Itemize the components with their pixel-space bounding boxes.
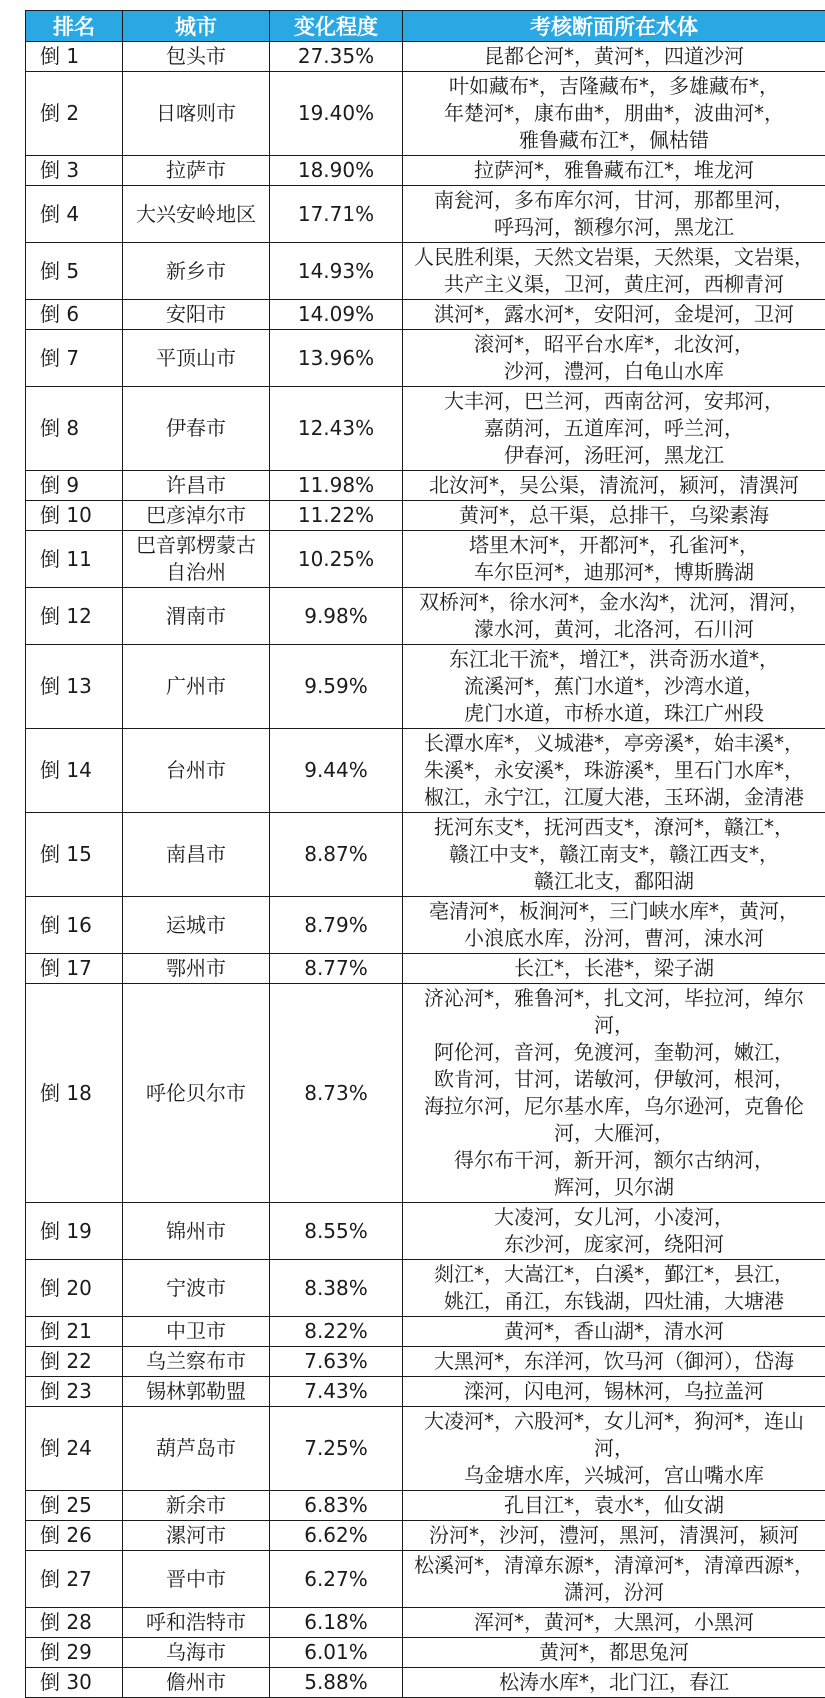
table-row (26, 588, 825, 645)
city-cell: 儋州市 (123, 1668, 270, 1698)
city-cell: 渭南市 (123, 588, 270, 645)
city-cell: 新余市 (123, 1491, 270, 1521)
water-body-cell: 东江北干流*，增江*，洪奇沥水道*， 流溪河*，蕉门水道*，沙湾水道， 虎门水道，市桥水道，珠江广州段 (403, 645, 825, 729)
table-body (26, 42, 825, 1698)
city-cell: 巴彦淖尔市 (123, 501, 270, 531)
table-row (26, 300, 825, 330)
header-change: 变化程度 (270, 11, 403, 42)
ranking-table-container (25, 10, 825, 1698)
water-body-cell: 剡江*，大嵩江*，白溪*，鄞江*，县江， 姚江，甬江，东钱湖，四灶浦，大塘港 (403, 1260, 825, 1317)
change-cell: 11.98% (270, 471, 403, 501)
city-cell: 宁波市 (123, 1260, 270, 1317)
change-cell: 17.71% (270, 186, 403, 243)
water-body-cell: 抚河东支*，抚河西支*，潦河*，赣江*， 赣江中支*，赣江南支*，赣江西支*， 赣江北支，鄱阳湖 (403, 813, 825, 897)
change-cell: 9.98% (270, 588, 403, 645)
water-body-cell: 北汝河*，吴公渠，清流河，颍河，清潩河 (403, 471, 825, 501)
rank-cell: 倒 19 (26, 1203, 123, 1260)
rank-cell: 倒 10 (26, 501, 123, 531)
water-body-cell: 松涛水库*，北门江，春江 (403, 1668, 825, 1698)
table-row (26, 330, 825, 387)
rank-cell: 倒 1 (26, 42, 123, 72)
water-body-cell: 拉萨河*，雅鲁藏布江*，堆龙河 (403, 156, 825, 186)
water-body-cell: 大丰河，巴兰河，西南岔河，安邦河， 嘉荫河，五道库河，呼兰河， 伊春河，汤旺河，黑龙江 (403, 387, 825, 471)
table-row (26, 1491, 825, 1521)
rank-cell: 倒 3 (26, 156, 123, 186)
header-city: 城市 (123, 11, 270, 42)
city-cell: 台州市 (123, 729, 270, 813)
table-row (26, 1521, 825, 1551)
table-row (26, 501, 825, 531)
city-cell: 巴音郭楞蒙古 自治州 (123, 531, 270, 588)
city-cell: 晋中市 (123, 1551, 270, 1608)
water-body-cell: 亳清河*，板涧河*，三门峡水库*，黄河， 小浪底水库，汾河，曹河，涑水河 (403, 897, 825, 954)
table-row (26, 645, 825, 729)
city-cell: 日喀则市 (123, 72, 270, 156)
change-cell: 8.73% (270, 984, 403, 1203)
table-row (26, 1260, 825, 1317)
water-body-cell: 滚河*，昭平台水库*，北汝河， 沙河，澧河，白龟山水库 (403, 330, 825, 387)
rank-cell: 倒 13 (26, 645, 123, 729)
table-row (26, 42, 825, 72)
rank-cell: 倒 23 (26, 1377, 123, 1407)
table-row (26, 813, 825, 897)
change-cell: 9.44% (270, 729, 403, 813)
water-body-cell: 南瓮河，多布库尔河，甘河，那都里河， 呼玛河，额穆尔河，黑龙江 (403, 186, 825, 243)
rank-cell: 倒 9 (26, 471, 123, 501)
water-body-cell: 孔目江*，袁水*，仙女湖 (403, 1491, 825, 1521)
change-cell: 19.40% (270, 72, 403, 156)
water-body-cell: 大凌河*，六股河*，女儿河*，狗河*，连山河， 乌金塘水库，兴城河，宫山嘴水库 (403, 1407, 825, 1491)
water-quality-ranking-table (25, 10, 825, 1698)
table-row (26, 897, 825, 954)
rank-cell: 倒 2 (26, 72, 123, 156)
rank-cell: 倒 8 (26, 387, 123, 471)
table-row (26, 72, 825, 156)
water-body-cell: 汾河*，沙河，澧河，黑河，清潩河，颍河 (403, 1521, 825, 1551)
table-row (26, 1377, 825, 1407)
rank-cell: 倒 18 (26, 984, 123, 1203)
table-row (26, 531, 825, 588)
rank-cell: 倒 24 (26, 1407, 123, 1491)
rank-cell: 倒 20 (26, 1260, 123, 1317)
rank-cell: 倒 11 (26, 531, 123, 588)
change-cell: 7.25% (270, 1407, 403, 1491)
table-row (26, 1638, 825, 1668)
water-body-cell: 大黑河*，东洋河，饮马河（御河），岱海 (403, 1347, 825, 1377)
city-cell: 大兴安岭地区 (123, 186, 270, 243)
table-row (26, 186, 825, 243)
rank-cell: 倒 17 (26, 954, 123, 984)
city-cell: 许昌市 (123, 471, 270, 501)
city-cell: 广州市 (123, 645, 270, 729)
change-cell: 6.18% (270, 1608, 403, 1638)
water-body-cell: 塔里木河*，开都河*，孔雀河*， 车尔臣河*，迪那河*，博斯腾湖 (403, 531, 825, 588)
water-body-cell: 叶如藏布*，吉隆藏布*，多雄藏布*， 年楚河*，康布曲*，朋曲*，波曲河*， 雅鲁藏布江*，佩枯错 (403, 72, 825, 156)
city-cell: 运城市 (123, 897, 270, 954)
rank-cell: 倒 28 (26, 1608, 123, 1638)
city-cell: 葫芦岛市 (123, 1407, 270, 1491)
table-row (26, 729, 825, 813)
city-cell: 乌兰察布市 (123, 1347, 270, 1377)
rank-cell: 倒 4 (26, 186, 123, 243)
table-row (26, 387, 825, 471)
rank-cell: 倒 7 (26, 330, 123, 387)
city-cell: 平顶山市 (123, 330, 270, 387)
water-body-cell: 双桥河*，徐水河*，金水沟*，沋河，渭河， 濛水河，黄河，北洛河，石川河 (403, 588, 825, 645)
table-row (26, 1407, 825, 1491)
change-cell: 18.90% (270, 156, 403, 186)
water-body-cell: 济沁河*，雅鲁河*，扎文河，毕拉河，绰尔河， 阿伦河，音河，免渡河，奎勒河，嫩江， 欧肯河，甘河，诺敏河，伊敏河，根河， 海拉尔河，尼尔基水库，乌尔逊河，克鲁伦河，大雁河， 得尔布干河，新开河，额尔古纳河， 辉河，贝尔湖 (403, 984, 825, 1203)
table-row (26, 1551, 825, 1608)
city-cell: 乌海市 (123, 1638, 270, 1668)
change-cell: 6.83% (270, 1491, 403, 1521)
change-cell: 12.43% (270, 387, 403, 471)
change-cell: 14.93% (270, 243, 403, 300)
water-body-cell: 人民胜利渠，天然文岩渠，天然渠，文岩渠， 共产主义渠，卫河，黄庄河，西柳青河 (403, 243, 825, 300)
change-cell: 11.22% (270, 501, 403, 531)
rank-cell: 倒 26 (26, 1521, 123, 1551)
water-body-cell: 黄河*，总干渠，总排干，乌梁素海 (403, 501, 825, 531)
table-row (26, 984, 825, 1203)
change-cell: 6.62% (270, 1521, 403, 1551)
change-cell: 13.96% (270, 330, 403, 387)
table-row (26, 1347, 825, 1377)
city-cell: 呼和浩特市 (123, 1608, 270, 1638)
table-row (26, 243, 825, 300)
city-cell: 安阳市 (123, 300, 270, 330)
rank-cell: 倒 22 (26, 1347, 123, 1377)
change-cell: 8.77% (270, 954, 403, 984)
city-cell: 中卫市 (123, 1317, 270, 1347)
table-header-row (26, 11, 825, 42)
water-body-cell: 黄河*，香山湖*，清水河 (403, 1317, 825, 1347)
city-cell: 锦州市 (123, 1203, 270, 1260)
header-rank: 排名 (26, 11, 123, 42)
rank-cell: 倒 12 (26, 588, 123, 645)
rank-cell: 倒 5 (26, 243, 123, 300)
table-row (26, 1203, 825, 1260)
change-cell: 8.79% (270, 897, 403, 954)
change-cell: 9.59% (270, 645, 403, 729)
rank-cell: 倒 21 (26, 1317, 123, 1347)
water-body-cell: 黄河*，都思兔河 (403, 1638, 825, 1668)
change-cell: 8.38% (270, 1260, 403, 1317)
change-cell: 8.87% (270, 813, 403, 897)
water-body-cell: 浑河*，黄河*，大黑河，小黑河 (403, 1608, 825, 1638)
city-cell: 拉萨市 (123, 156, 270, 186)
table-row (26, 1317, 825, 1347)
rank-cell: 倒 6 (26, 300, 123, 330)
change-cell: 14.09% (270, 300, 403, 330)
city-cell: 南昌市 (123, 813, 270, 897)
rank-cell: 倒 16 (26, 897, 123, 954)
rank-cell: 倒 14 (26, 729, 123, 813)
table-row (26, 471, 825, 501)
change-cell: 6.27% (270, 1551, 403, 1608)
city-cell: 包头市 (123, 42, 270, 72)
change-cell: 8.55% (270, 1203, 403, 1260)
change-cell: 7.63% (270, 1347, 403, 1377)
city-cell: 呼伦贝尔市 (123, 984, 270, 1203)
table-row (26, 954, 825, 984)
change-cell: 27.35% (270, 42, 403, 72)
rank-cell: 倒 15 (26, 813, 123, 897)
rank-cell: 倒 30 (26, 1668, 123, 1698)
water-body-cell: 大凌河，女儿河，小凌河， 东沙河，庞家河，绕阳河 (403, 1203, 825, 1260)
rank-cell: 倒 27 (26, 1551, 123, 1608)
city-cell: 漯河市 (123, 1521, 270, 1551)
city-cell: 新乡市 (123, 243, 270, 300)
city-cell: 锡林郭勒盟 (123, 1377, 270, 1407)
water-body-cell: 滦河，闪电河，锡林河，乌拉盖河 (403, 1377, 825, 1407)
change-cell: 6.01% (270, 1638, 403, 1668)
water-body-cell: 长江*，长港*，梁子湖 (403, 954, 825, 984)
change-cell: 7.43% (270, 1377, 403, 1407)
change-cell: 8.22% (270, 1317, 403, 1347)
city-cell: 伊春市 (123, 387, 270, 471)
change-cell: 10.25% (270, 531, 403, 588)
table-row (26, 156, 825, 186)
water-body-cell: 昆都仑河*，黄河*，四道沙河 (403, 42, 825, 72)
water-body-cell: 淇河*，露水河*，安阳河，金堤河，卫河 (403, 300, 825, 330)
rank-cell: 倒 29 (26, 1638, 123, 1668)
rank-cell: 倒 25 (26, 1491, 123, 1521)
table-row (26, 1608, 825, 1638)
header-water-body: 考核断面所在水体 (403, 11, 825, 42)
table-row (26, 1668, 825, 1698)
city-cell: 鄂州市 (123, 954, 270, 984)
water-body-cell: 松溪河*，清漳东源*，清漳河*，清漳西源*，潇河，汾河 (403, 1551, 825, 1608)
change-cell: 5.88% (270, 1668, 403, 1698)
water-body-cell: 长潭水库*，义城港*，亭旁溪*，始丰溪*， 朱溪*，永安溪*，珠游溪*，里石门水库*， 椒江，永宁江，江厦大港，玉环湖，金清港 (403, 729, 825, 813)
